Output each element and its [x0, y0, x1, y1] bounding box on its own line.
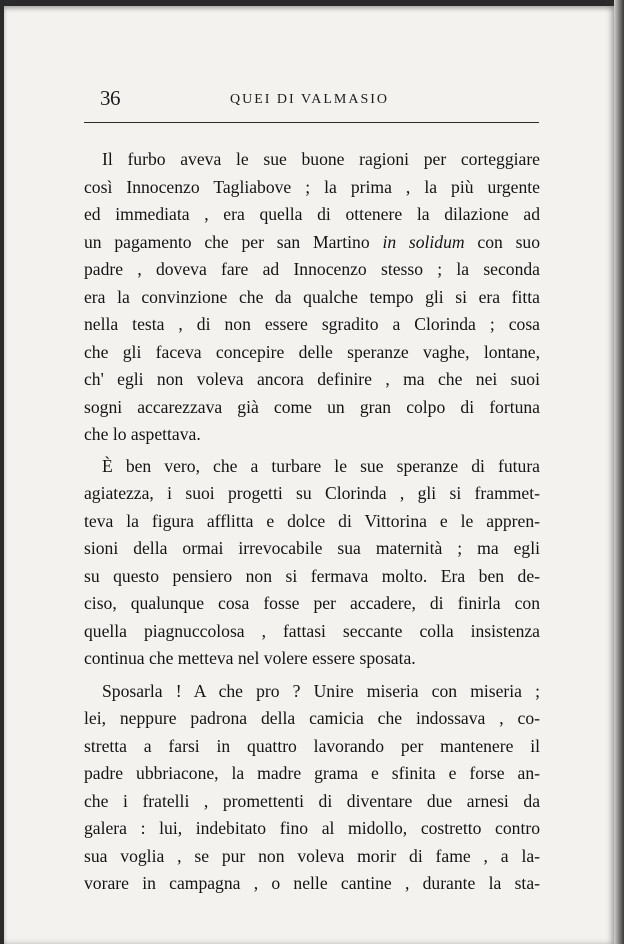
- text-line: continua che metteva nel volere essere sposata.: [84, 648, 416, 668]
- text-line: galera : lui, indebitato fino al midollo, costretto contro: [84, 818, 540, 838]
- text-line: era la convinzione che da qualche tempo gli si era fitta: [84, 286, 540, 307]
- text-line: Il furbo aveva le sue buone ragioni per corteggiare: [102, 149, 540, 169]
- text-line: ch' egli non voleva ancora definire , ma che nei suoi: [84, 369, 540, 389]
- text-line: che lo aspettava.: [84, 424, 201, 444]
- text-segment: con suo: [464, 231, 541, 252]
- text-line: ciso, qualunque cosa fosse per accadere, di finirla con: [84, 593, 540, 613]
- text-segment: un pagamento che per san Martino: [84, 231, 370, 252]
- text-line: Sposarla ! A che pro ? Unire miseria con miseria ;: [102, 680, 540, 701]
- italic-phrase: in solidum: [382, 231, 465, 252]
- text-line: ed immediata , era quella di ottenere la dilazione ad: [84, 204, 540, 224]
- text-line: su questo pensiero non si fermava molto. Era ben de-: [84, 565, 540, 586]
- text-line: padre , doveva fare ad Innocenzo stesso ; la seconda: [84, 259, 540, 279]
- text-line-with-italic: [84, 229, 540, 257]
- text-line: È ben vero, che a turbare le sue speranze di futura: [102, 455, 540, 476]
- text-line: stretta a farsi in quattro lavorando per mantenere il: [84, 735, 540, 756]
- text-line: così Innocenzo Tagliabove ; la prima , la più urgente: [84, 176, 540, 197]
- text-line: sogni accarezzava già come un gran colpo di fortuna: [84, 396, 540, 417]
- page-header: [100, 86, 540, 116]
- text-line: quella piagnuccolosa , fattasi seccante colla insistenza: [84, 620, 540, 641]
- page-edge-shadow: [614, 0, 624, 944]
- text-line: teva la figura afflitta e dolce di Vittorina e le appren-: [84, 510, 540, 531]
- text-line: che i fratelli , promettenti di diventare due arnesi da: [84, 790, 540, 811]
- text-line: nella testa , di non essere sgradito a Clorinda ; cosa: [84, 314, 540, 334]
- text-line: vorare in campagna , o nelle cantine , durante la sta-: [84, 873, 540, 893]
- text-line: sioni della ormai irrevocabile sua maternità ; ma egli: [84, 538, 540, 558]
- text-line: sua voglia , se pur non voleva morir di fame , a la-: [84, 845, 540, 866]
- text-line: padre ubbriacone, la madre grama e sfinita e forse an-: [84, 763, 540, 783]
- text-line: lei, neppure padrona della camicia che indossava , co-: [84, 708, 540, 728]
- body-text: [84, 146, 540, 898]
- text-line: che gli faceva concepire delle speranze vaghe, lontane,: [84, 341, 540, 362]
- running-title: QUEI DI VALMASIO: [230, 92, 390, 107]
- page-number: 36: [100, 86, 120, 110]
- text-line: agiatezza, i suoi progetti su Clorinda , gli si frammet-: [84, 483, 540, 503]
- header-rule: [84, 122, 539, 123]
